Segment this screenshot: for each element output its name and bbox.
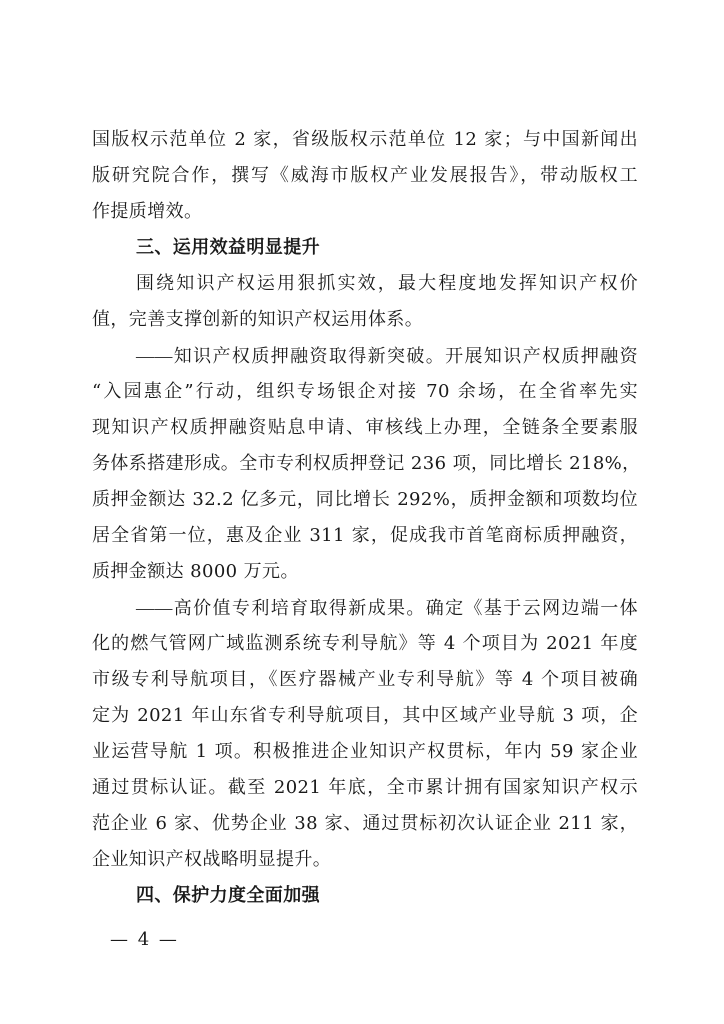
section-heading-3: 三、运用效益明显提升	[136, 237, 320, 258]
item2-line-4: 定为 2021 年山东省专利导航项目，其中区域产业导航 3 项，企	[92, 705, 638, 726]
item1-line-6: 居全省第一位，惠及企业 311 家，促成我市首笔商标质押融资，	[92, 525, 638, 546]
section3-intro-line-1: 围绕知识产权运用狠抓实效，最大程度地发挥知识产权价	[136, 273, 638, 294]
item2-title: ——高价值专利培育取得新成果。	[136, 598, 426, 618]
item1-line-2: “入园惠企”行动，组织专场银企对接 70 余场，在全省率先实	[92, 381, 638, 402]
item2-line-8: 企业知识产权战略明显提升。	[92, 849, 332, 870]
item1-first-line	[92, 344, 638, 368]
section3-intro-line-2: 值，完善支撑创新的知识产权运用体系。	[92, 309, 424, 330]
item2-line-5: 业运营导航 1 项。积极推进企业知识产权贯标，年内 59 家企业	[92, 741, 638, 762]
item1-line-7: 质押金额达 8000 万元。	[92, 561, 299, 582]
item1-line-3: 现知识产权质押融资贴息申请、审核线上办理，全链条全要素服	[92, 417, 638, 438]
item1-title: ——知识产权质押融资取得新突破。	[136, 346, 446, 366]
item2-first-line	[92, 596, 638, 620]
intro-line-2: 版研究院合作，撰写《威海市版权产业发展报告》，带动版权工	[92, 165, 638, 186]
item2-line-7: 范企业 6 家、优势企业 38 家、通过贯标初次认证企业 211 家，	[92, 813, 638, 834]
section-heading-4: 四、保护力度全面加强	[136, 885, 320, 906]
item1-line-4: 务体系搭建形成。全市专利权质押登记 236 项，同比增长 218%，	[92, 453, 641, 474]
intro-line-1: 国版权示范单位 2 家，省级版权示范单位 12 家；与中国新闻出	[92, 129, 638, 150]
document-page	[92, 128, 641, 908]
item1-first-rest: 开展知识产权质押融资	[445, 346, 639, 367]
page-number: — 4 —	[110, 929, 179, 950]
item2-line-3: 市级专利导航项目，《医疗器械产业专利导航》等 4 个项目被确	[92, 669, 638, 690]
item1-line-5: 质押金额达 32.2 亿多元，同比增长 292%，质押金额和项数均位	[92, 489, 638, 510]
intro-line-3: 作提质增效。	[92, 201, 203, 222]
item2-first-rest: 确定《基于云网边端一体	[425, 598, 638, 619]
item2-line-2: 化的燃气管网广域监测系统专利导航》等 4 个项目为 2021 年度	[92, 633, 638, 654]
item2-line-6: 通过贯标认证。截至 2021 年底，全市累计拥有国家知识产权示	[92, 777, 638, 798]
